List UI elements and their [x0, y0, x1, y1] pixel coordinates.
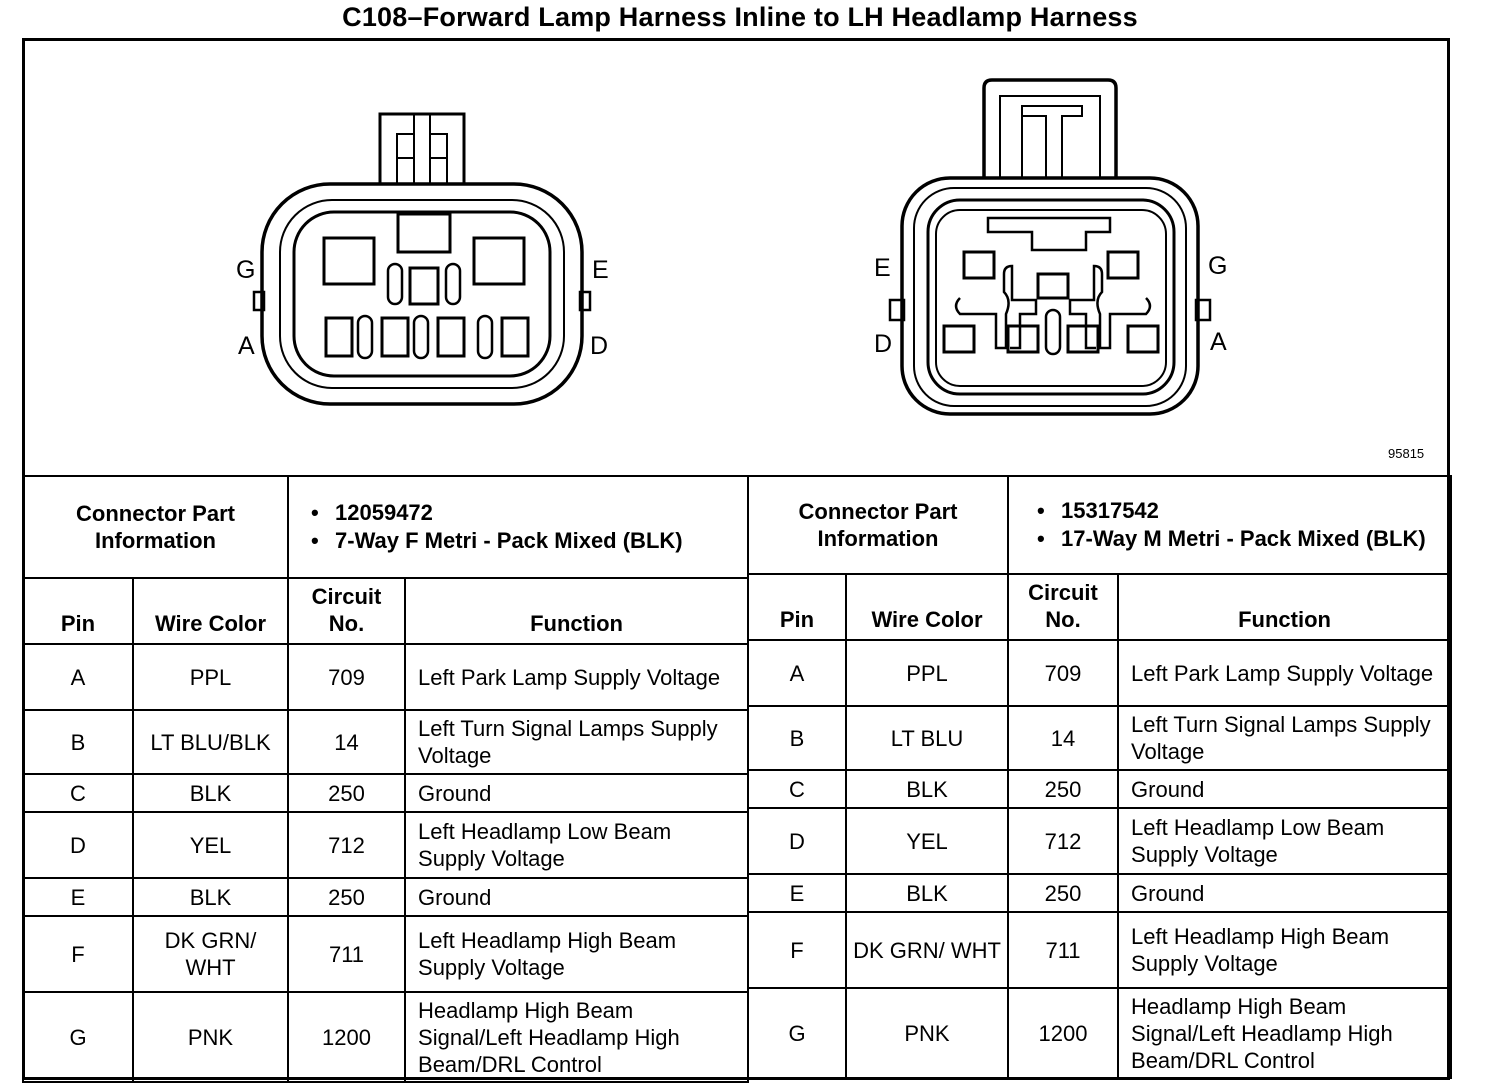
header-circuit: Circuit No.	[288, 578, 405, 644]
table-row	[23, 916, 748, 992]
table-row	[748, 988, 1451, 1078]
cell-wire-color: PPL	[133, 644, 288, 710]
connector-right-drawing	[890, 80, 1210, 414]
cell-circuit: 711	[288, 916, 405, 992]
header-row	[23, 578, 748, 644]
cell-wire-color: YEL	[846, 808, 1008, 874]
cell-pin: E	[748, 874, 846, 912]
pin-label-left-bottom-left: A	[238, 332, 255, 360]
part-info-label: Connector Part Information	[748, 476, 1008, 574]
cell-pin: F	[23, 916, 133, 992]
part-info-cell	[1008, 476, 1451, 574]
cell-wire-color: BLK	[133, 774, 288, 812]
table-row	[23, 992, 748, 1082]
cell-pin: C	[748, 770, 846, 808]
figure-number: 95815	[1388, 446, 1425, 461]
cell-circuit: 250	[288, 774, 405, 812]
cell-circuit: 712	[1008, 808, 1118, 874]
table-row	[23, 710, 748, 774]
cell-function: Ground	[1118, 770, 1451, 808]
cell-pin: G	[748, 988, 846, 1078]
cell-pin: E	[23, 878, 133, 916]
pin-label-left-top-left: G	[236, 256, 256, 284]
header-wire-color: Wire Color	[846, 574, 1008, 640]
cell-wire-color: PNK	[846, 988, 1008, 1078]
part-number: • 12059472	[311, 500, 433, 525]
header-circuit: Circuit No.	[1008, 574, 1118, 640]
cell-wire-color: PPL	[846, 640, 1008, 706]
cell-wire-color: LT BLU/BLK	[133, 710, 288, 774]
header-pin: Pin	[748, 574, 846, 640]
cell-function: Left Turn Signal Lamps Supply Voltage	[405, 710, 748, 774]
cell-wire-color: PNK	[133, 992, 288, 1082]
connector-drawings	[22, 38, 1450, 476]
page-title: C108–Forward Lamp Harness Inline to LH Headlamp Harness	[342, 2, 1138, 32]
table-row	[748, 706, 1451, 770]
cell-function: Left Turn Signal Lamps Supply Voltage	[1118, 706, 1451, 770]
pin-label-right-bottom-left: D	[874, 330, 893, 358]
cell-pin: A	[23, 644, 133, 710]
header-function: Function	[1118, 574, 1451, 640]
table-row	[748, 912, 1451, 988]
cell-function: Left Headlamp High Beam Supply Voltage	[1118, 912, 1451, 988]
cell-circuit: 1200	[288, 992, 405, 1082]
cell-pin: B	[23, 710, 133, 774]
cell-function: Headlamp High Beam Signal/Left Headlamp High Beam/DRL Control	[1118, 988, 1451, 1078]
cell-circuit: 709	[1008, 640, 1118, 706]
cell-circuit: 250	[288, 878, 405, 916]
cell-function: Left Park Lamp Supply Voltage	[405, 644, 748, 710]
connector-table-left	[22, 475, 749, 1083]
table-row	[23, 878, 748, 916]
cell-wire-color: BLK	[846, 874, 1008, 912]
cell-circuit: 711	[1008, 912, 1118, 988]
cell-circuit: 1200	[1008, 988, 1118, 1078]
part-info-row	[748, 476, 1451, 574]
cell-circuit: 709	[288, 644, 405, 710]
cell-pin: C	[23, 774, 133, 812]
table-row	[23, 774, 748, 812]
header-row	[748, 574, 1451, 640]
connector-description: • 17-Way M Metri - Pack Mixed (BLK)	[1037, 526, 1426, 551]
cell-function: Headlamp High Beam Signal/Left Headlamp High Beam/DRL Control	[405, 992, 748, 1082]
cell-pin: G	[23, 992, 133, 1082]
table-row	[748, 770, 1451, 808]
table-row	[23, 812, 748, 878]
table-row	[748, 808, 1451, 874]
header-pin: Pin	[23, 578, 133, 644]
cell-wire-color: DK GRN/ WHT	[133, 916, 288, 992]
cell-circuit: 712	[288, 812, 405, 878]
cell-pin: D	[23, 812, 133, 878]
cell-function: Ground	[1118, 874, 1451, 912]
pin-label-left-bottom-right: D	[590, 332, 609, 360]
pin-label-right-bottom-right: A	[1210, 328, 1227, 356]
cell-wire-color: DK GRN/ WHT	[846, 912, 1008, 988]
header-function: Function	[405, 578, 748, 644]
cell-pin: B	[748, 706, 846, 770]
cell-pin: D	[748, 808, 846, 874]
table-row	[23, 644, 748, 710]
pin-label-left-top-right: E	[592, 256, 609, 284]
part-number: • 15317542	[1037, 498, 1159, 523]
cell-function: Left Park Lamp Supply Voltage	[1118, 640, 1451, 706]
cell-wire-color: BLK	[133, 878, 288, 916]
cell-circuit: 14	[1008, 706, 1118, 770]
cell-function: Ground	[405, 878, 748, 916]
part-info-label: Connector Part Information	[23, 476, 288, 578]
pin-label-right-top-right: G	[1208, 252, 1228, 280]
cell-function: Left Headlamp Low Beam Supply Voltage	[405, 812, 748, 878]
part-info-row	[23, 476, 748, 578]
table-row	[748, 874, 1451, 912]
connector-description: • 7-Way F Metri - Pack Mixed (BLK)	[311, 528, 683, 553]
connector-table-right	[747, 475, 1452, 1079]
table-row	[748, 640, 1451, 706]
cell-function: Left Headlamp High Beam Supply Voltage	[405, 916, 748, 992]
part-info-cell	[288, 476, 748, 578]
cell-pin: F	[748, 912, 846, 988]
header-wire-color: Wire Color	[133, 578, 288, 644]
pin-label-right-top-left: E	[874, 254, 891, 282]
cell-circuit: 250	[1008, 874, 1118, 912]
cell-pin: A	[748, 640, 846, 706]
cell-wire-color: LT BLU	[846, 706, 1008, 770]
cell-wire-color: BLK	[846, 770, 1008, 808]
cell-circuit: 250	[1008, 770, 1118, 808]
connector-left-drawing	[254, 114, 590, 404]
cell-function: Left Headlamp Low Beam Supply Voltage	[1118, 808, 1451, 874]
cell-wire-color: YEL	[133, 812, 288, 878]
cell-function: Ground	[405, 774, 748, 812]
cell-circuit: 14	[288, 710, 405, 774]
